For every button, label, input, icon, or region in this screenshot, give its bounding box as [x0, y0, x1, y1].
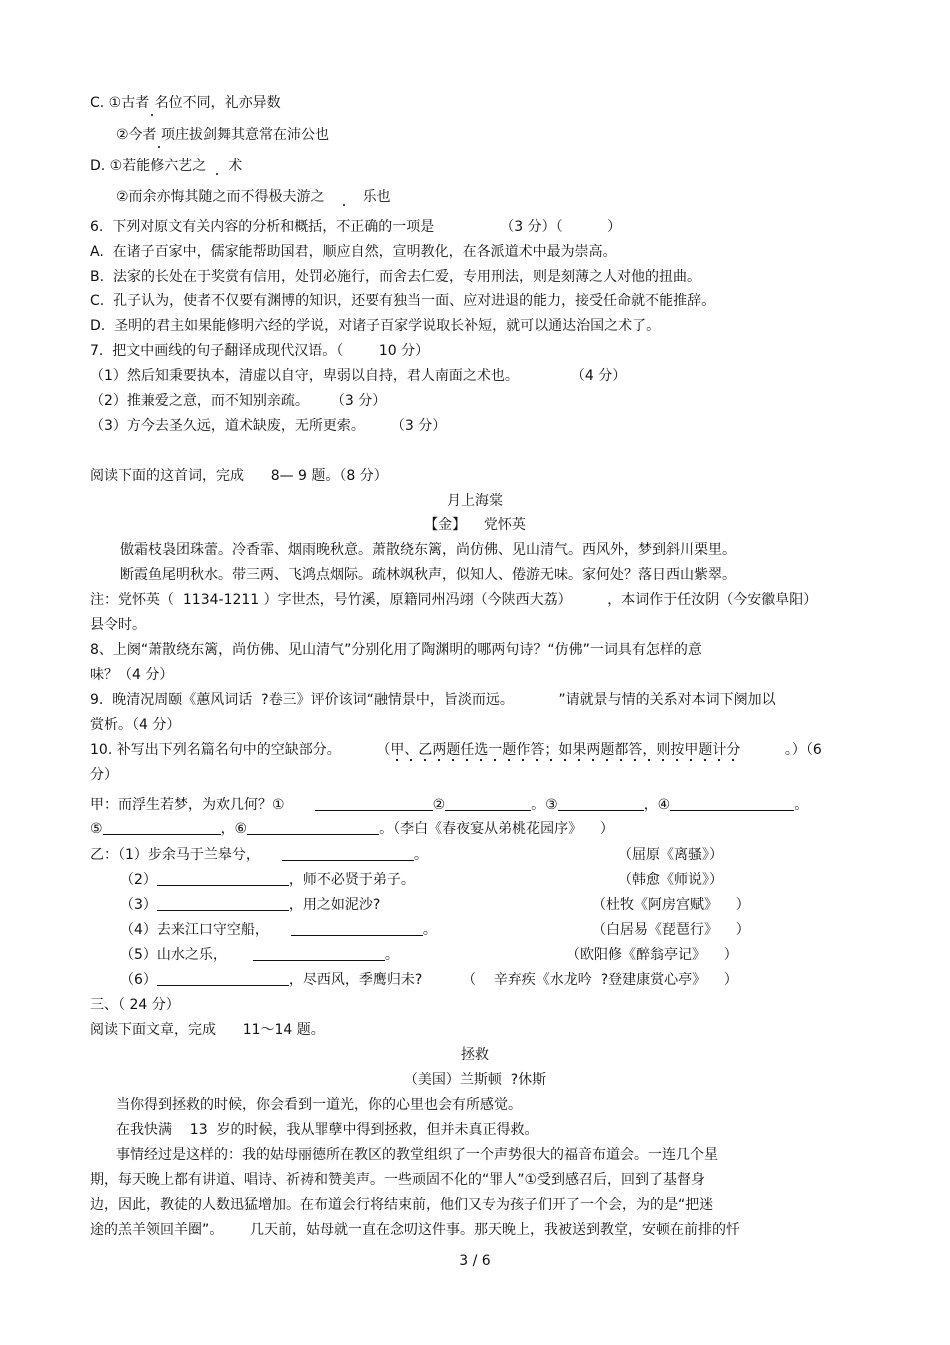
q10-yi-5: （5）山水之乐， 。	[120, 947, 399, 963]
article-paragraph-2: 在我快满 13 岁的时候，我从罪孽中得到拯救，但并未真正得救。	[116, 1122, 539, 1138]
q10-stem-cont: 分）	[90, 767, 118, 783]
answer-blank[interactable]	[157, 971, 289, 986]
q10-yi-6: （6） ，尽西风，季鹰归未?	[120, 972, 423, 988]
page-number: 3 / 6	[459, 1253, 491, 1269]
article-author: （美国）兰斯顿 ?休斯	[403, 1072, 547, 1088]
q7-sentence-1: （1）然后知秉要执本，清虚以自守，卑弱以自持，君人南面之术也。 （4 分）	[90, 368, 627, 384]
q7-sentence-2: （2）推兼爱之意，而不知别亲疏。 （3 分）	[90, 393, 387, 409]
answer-blank[interactable]	[558, 796, 644, 811]
q7-sentence-3: （3）方今去圣久远，道术缺废，无所更索。 （3 分）	[90, 418, 447, 434]
article-paragraph-3-line-1: 事情经过是这样的：我的姑母丽德所在教区的教堂组织了一个声势很大的福音布道会。一连几个星	[116, 1147, 718, 1163]
q6-option-c: C. 孔子认为，使者不仅要有渊博的知识，还要有独当一面、应对进退的能力，接受任命就不能推辞。	[90, 293, 716, 309]
poem-line-1: 傲霜枝袅团珠蕾。冷香霏、烟雨晚秋意。萧散绕东篱，尚仿佛、见山清气。西风外，梦到斜川栗里。	[120, 542, 736, 558]
answer-blank[interactable]	[253, 946, 385, 961]
q10-yi-3-source: （杜牧《阿房宫赋》 ）	[592, 897, 750, 913]
q10-yi-6-source: （ 辛弃疾《水龙吟 ?登建康赏心亭》 ）	[462, 972, 738, 988]
q9-line-1: 9. 晚清况周颐《蕙风词话 ?卷三》评价该词“融情景中，旨淡而远。 ”请就景与情的关系对本词下阕加以	[90, 692, 776, 708]
poem-intro: 阅读下面的这首词，完成 8— 9 题。（8 分）	[90, 468, 388, 484]
q5-option-d-1: D. ①若能修六艺之 术	[90, 158, 243, 174]
q10-instruction-emphasis: 甲、乙两题任选一题作答；如果两题都答，则按甲题计分	[390, 742, 740, 762]
q10-yi-1-source: （屈原《离骚》）	[618, 847, 723, 863]
q10-jia-line-2: ⑤ ，⑥ 。（李白《春夜宴从弟桃花园序》 ）	[90, 821, 614, 837]
article-paragraph-3-line-3: 边，因此，教徒的人数迅猛增加。在布道会行将结束前，他们又专为孩子们开了一个会，为的是“把迷	[90, 1197, 714, 1213]
q6-option-d: D. 圣明的君主如果能修明六经的学说，对诸子百家学说取长补短，就可以通达治国之术了。	[90, 318, 661, 334]
q10-yi-4: （4）去来江口守空船， 。	[120, 922, 437, 938]
q5-option-d-2: ②而余亦悔其随之而不得极夫游之 乐也	[116, 189, 391, 205]
q10-stem: 10. 补写出下列名篇名句中的空缺部分。 （甲、乙两题任选一题作答；如果两题都答，则按甲题计分 。）（6	[90, 741, 822, 759]
q10-yi-3: （3） ，用之如泥沙?	[120, 897, 381, 913]
poem-line-2: 断霞鱼尾明秋水。带三两、飞鸿点烟际。疏林飒秋声，似知人、倦游无味。家何处？落日西山紫翠。	[120, 567, 736, 583]
q7-stem: 7. 把文中画线的句子翻译成现代汉语。（ 10 分）	[90, 343, 430, 359]
q5-option-c-2: ②今者 项庄拔剑舞其意常在沛公也	[116, 127, 330, 143]
section3-intro: 阅读下面文章，完成 11～14 题。	[90, 1022, 325, 1038]
answer-blank[interactable]	[291, 921, 423, 936]
q8-line-2: 味？（4 分）	[90, 667, 174, 683]
poem-author: 【金】 党怀英	[424, 517, 526, 533]
q6-option-a: A. 在诸子百家中，儒家能帮助国君，顺应自然，宣明教化，在各派道术中最为崇高。	[90, 244, 617, 260]
q9-line-2: 赏析。（4 分）	[90, 717, 181, 733]
answer-blank[interactable]	[103, 820, 221, 835]
poem-title: 月上海棠	[447, 493, 503, 509]
answer-blank[interactable]	[315, 796, 433, 811]
answer-blank[interactable]	[670, 796, 794, 811]
article-title: 拯救	[461, 1047, 489, 1063]
article-paragraph-1: 当你得到拯救的时候，你会看到一道光，你的心里也会有所感觉。	[116, 1097, 522, 1113]
answer-blank[interactable]	[445, 796, 531, 811]
q8-line-1: 8、上阕“萧散绕东篱，尚仿佛、见山清气”分别化用了陶渊明的哪两句诗？“仿佛”一词具有怎样的意	[90, 642, 702, 658]
q10-yi-2-source: （韩愈《师说》）	[618, 872, 723, 888]
answer-blank[interactable]	[282, 846, 414, 861]
q10-yi-4-source: （白居易《琵琶行》 ）	[592, 922, 750, 938]
q6-stem: 6. 下列对原文有关内容的分析和概括，不正确的一项是 （3 分）（ ）	[90, 219, 622, 235]
q10-yi-1: 乙：（1）步余马于兰皋兮， 。	[90, 847, 428, 863]
answer-blank[interactable]	[247, 820, 379, 835]
article-paragraph-3-line-4: 途的羔羊领回羊圈”。 几天前，姑母就一直在念叨这件事。那天晚上，我被送到教堂，安顿在前排的忏	[90, 1222, 740, 1238]
poem-note-1: 注：党怀英（ 1134-1211 ）字世杰，号竹溪，原籍同州冯翊（今陕西大荔） ，本词作于任汝阴（今安徽阜阳）	[90, 592, 818, 608]
q6-option-b: B. 法家的长处在于奖赏有信用，处罚必施行，而舍去仁爱，专用刑法，则是刻薄之人对他的扭曲。	[90, 269, 701, 285]
answer-blank[interactable]	[157, 896, 289, 911]
article-paragraph-3-line-2: 期，每天晚上都有讲道、唱诗、祈祷和赞美声。一些顽固不化的“罪人”①受到感召后，回到了基督身	[90, 1172, 706, 1188]
answer-blank[interactable]	[157, 871, 289, 886]
q10-jia-line-1: 甲：而浮生若梦，为欢几何？① ② 。③ ，④ 。	[90, 797, 809, 813]
q10-yi-5-source: （欧阳修《醉翁亭记》 ）	[566, 947, 738, 963]
poem-note-2: 县令时。	[90, 617, 146, 633]
q5-option-c-1: C. ①古者 名位不同，礼亦异数	[90, 95, 281, 111]
q10-yi-2: （2） ，师不必贤于弟子。	[120, 872, 415, 888]
section3-heading: 三、（ 24 分）	[90, 997, 180, 1013]
